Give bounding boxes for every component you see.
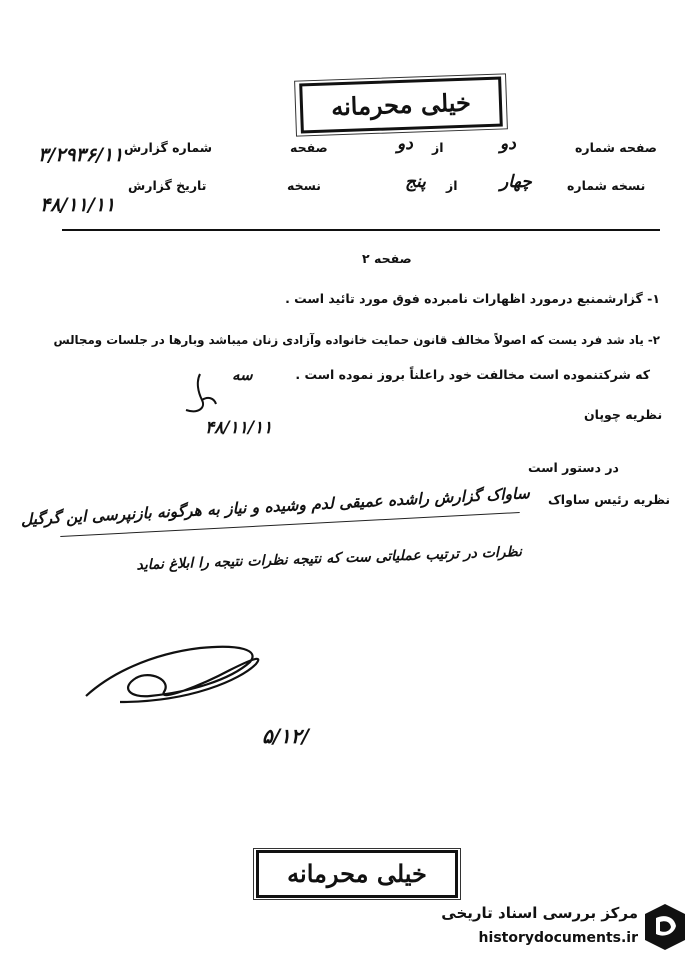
body-line-2: ۲- یاد شد فرد یست که اصولاً مخالف قانون حمایت خانواده وآزادی زنان میباشد وبارها در جلسات ومجالس (53, 333, 660, 347)
page-label: صفحه (290, 140, 328, 155)
opinion-label: نظریه چوپان (584, 407, 663, 422)
of-value: دو (397, 134, 413, 154)
bottom-confidential-stamp: خیلی محرمانه (256, 850, 458, 898)
report-number-label: شماره گزارش (124, 140, 213, 155)
signature-date: ۴۸/۱۱/۱۱ (205, 418, 273, 438)
watermark-org-name: مرکز بررسی اسناد تاریخی (441, 904, 638, 922)
report-date-value: ۴۸/۱۱/۱۱ (40, 194, 116, 216)
page-number-label: صفحه شماره (575, 140, 657, 155)
copy-of-label: از (446, 178, 458, 193)
handwritten-note-line-2: نظرات در ترتیب عملیاتی ست که نتیجه نظرات نتیجه را ابلاغ نماید (136, 544, 523, 574)
chief-signature (80, 640, 270, 710)
archive-logo-icon (642, 902, 688, 952)
page-number-value: دو (500, 134, 516, 154)
top-confidential-stamp: خیلی محرمانه (299, 76, 503, 133)
watermark-url: historydocuments.ir (478, 930, 638, 946)
savak-opinion-label: نظریه رئیس ساواک (548, 492, 671, 507)
action-label: در دستور است (528, 460, 619, 475)
copy-of-value: پنج (405, 172, 426, 192)
handwritten-initial: سه (232, 366, 253, 384)
of-label: از (432, 140, 444, 155)
report-number-value: ۳/۲۹۳۶/۱۱ (38, 144, 124, 166)
body-line-1: ۱- گزارشمنبع درمورد اظهارات نامبرده فوق مورد تائید است . (285, 291, 660, 306)
bottom-date: ۵/۱۲/ (262, 724, 309, 748)
archive-watermark (420, 900, 690, 956)
report-date-label: تاریخ گزارش (128, 178, 207, 193)
copy-label: نسخه (287, 178, 322, 193)
copy-number-label: نسخه شماره (567, 178, 646, 193)
body-line-3: که شرکتنموده است مخالفت خود راعلناً بروز نموده است . (295, 367, 650, 382)
page-heading: صفحه ۲ (362, 251, 412, 266)
reviewer-signature (180, 370, 220, 420)
header-divider (62, 229, 660, 231)
handwritten-note-line-1: ساواک گزارش راشده عمیقی لدم وشیده و نیاز به هرگونه بازنپرسی این گرگیل (20, 483, 531, 529)
copy-number-value: چهار (500, 172, 532, 192)
